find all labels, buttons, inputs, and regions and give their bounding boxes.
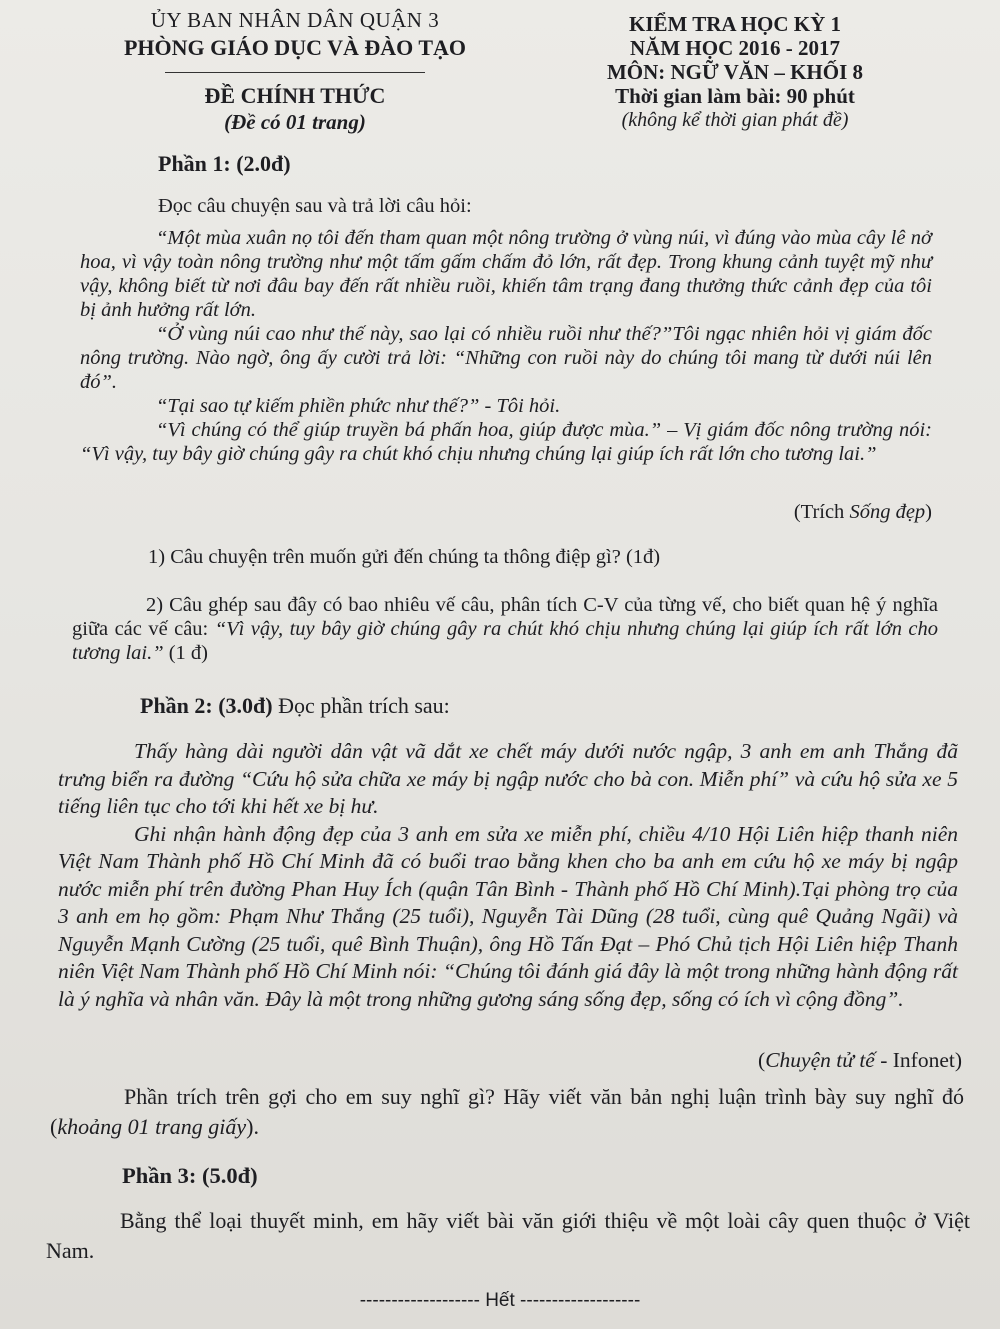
story-paragraph: “Một mùa xuân nọ tôi đến tham quan một nông trường ở vùng núi, vì đúng vào mùa cây lê nở hoa, vì vậy toàn nông trường như một tấm gấm chấm đỏ lớn, rất đẹp. Trong khung cảnh tuyệt mỹ như vậy, không biết từ nơi đâu bay đến rất nhiều ruồi, khiến tâm trạng đang thưởng thức cảnh đẹp của tôi bị ảnh hưởng rất lớn. [80,227,932,321]
source-prefix: ( [758,1048,766,1072]
q2-points: (1 đ) [163,642,209,664]
part2-question-end: ). [246,1114,259,1139]
district-committee: ỦY BAN NHÂN DÂN QUẬN 3 [150,8,440,32]
source-prefix: (Trích [793,501,850,523]
q2-text: 2) Câu ghép sau đây có bao nhiêu vế câu, phân tích C-V của từng vế, cho biết quan hệ ý nghĩa giữa các vế câu: [72,594,938,640]
excerpt-paragraph: Thấy hàng dài người dân vật vã dắt xe chết máy dưới nước ngập, 3 anh em anh Thắng đã trưng biển ra đường “Cứu hộ sửa chữa xe máy bị ngập nước cho bà con. Miễn phí” và cứu hộ sửa xe 5 tiếng liên tục cho tới khi hết xe bị hư. [58,739,958,818]
part2-instruction: Đọc phần trích sau: [272,693,450,718]
part1-question1: 1) Câu chuyện trên muốn gửi đến chúng ta thông điệp gì? (1đ) [148,546,661,568]
part2-heading [140,694,450,718]
part2-source [500,1048,962,1072]
part1-source [500,500,932,524]
school-year: NĂM HỌC 2016 - 2017 [630,36,840,60]
part3-question [46,1206,970,1266]
part2-title: Phần 2: (3.0đ) [140,693,273,718]
source-title: Sống đẹp [849,501,926,523]
part2-excerpt [58,738,958,1013]
page-count-note: (Đề có 01 trang) [224,110,366,134]
time-note: (không kể thời gian phát đề) [621,109,849,131]
source-suffix: ) [925,501,932,523]
time-limit: Thời gian làm bài: 90 phút [615,84,855,108]
part2-question [50,1082,964,1142]
part1-story [80,226,932,466]
subject-grade: MÔN: NGỮ VĂN – KHỐI 8 [606,60,864,84]
part3-title: Phần 3: (5.0đ) [122,1163,258,1188]
source-suffix: - Infonet) [874,1048,962,1072]
header-divider [165,72,425,73]
header-left [100,6,490,135]
story-paragraph: “Tại sao tự kiếm phiền phức như thế?” - Tôi hỏi. [156,395,561,417]
header-right [560,12,910,132]
part2-question-italic: khoảng 01 trang giấy [57,1114,247,1139]
exam-title: KIỂM TRA HỌC KỲ 1 [629,12,841,36]
source-title: Chuyện tử tế [765,1048,875,1072]
official-exam-label: ĐỀ CHÍNH THỨC [204,83,386,108]
story-paragraph: “Ở vùng núi cao như thế này, sao lại có nhiều ruồi như thế?”Tôi ngạc nhiên hỏi vị giám đốc nông trường. Nào ngờ, ông ấy cười trả lời: “Những con ruồi này do chúng tôi mang từ dưới núi lên đó”. [80,323,932,393]
end-marker: ------------------- Hết ------------------- [359,1290,641,1311]
q2-quote: “Vì vậy, tuy bây giờ chúng gây ra chút khó chịu nhưng chúng lại giúp ích rất lớn cho tương lai.” [72,618,938,664]
story-paragraph: “Vì chúng có thể giúp truyền bá phấn hoa, giúp được mùa.” – Vị giám đốc nông trường nói: “Vì vậy, tuy bây giờ chúng gây ra chút khó chịu nhưng chúng lại giúp ích rất lớn cho tương lai.” [80,419,932,465]
part1-instruction: Đọc câu chuyện sau và trả lời câu hỏi: [158,195,472,217]
part1-question2 [72,593,938,665]
part1-title: Phần 1: (2.0đ) [158,151,291,176]
education-department: PHÒNG GIÁO DỤC VÀ ĐÀO TẠO [123,35,467,60]
excerpt-paragraph: Ghi nhận hành động đẹp của 3 anh em sửa xe miễn phí, chiều 4/10 Hội Liên hiệp thanh niên Việt Nam Thành phố Hồ Chí Minh đã có buổi trao bằng khen cho ba anh em cứu hộ xe máy bị ngập nước miễn phí trên đường Phan Huy Ích (quận Tân Bình - Thành phố Hồ Chí Minh).Tại phòng trọ của 3 anh em họ gồm: Phạm Như Thắng (25 tuổi), Nguyễn Tài Dũng (28 tuổi, cùng quê Quảng Ngãi) và Nguyễn Mạnh Cường (25 tuổi, quê Bình Thuận), ông Hồ Tấn Đạt – Phó Chủ tịch Hội Liên hiệp Thanh niên Việt Nam Thành phố Hồ Chí Minh nói: “Chúng tôi đánh giá đây là một trong những hành động rất là ý nghĩa và nhân văn. Đây là một trong những gương sáng sống đẹp, sống có ích vì cộng đồng”. [58,821,958,1011]
part3-question-text: Bằng thể loại thuyết minh, em hãy viết bài văn giới thiệu về một loài cây quen thuộc ở Việt Nam. [46,1208,970,1263]
part2-question-text: Phần trích trên gợi cho em suy nghĩ gì? Hãy viết văn bản nghị luận trình bày suy nghĩ đó ( [50,1084,964,1139]
